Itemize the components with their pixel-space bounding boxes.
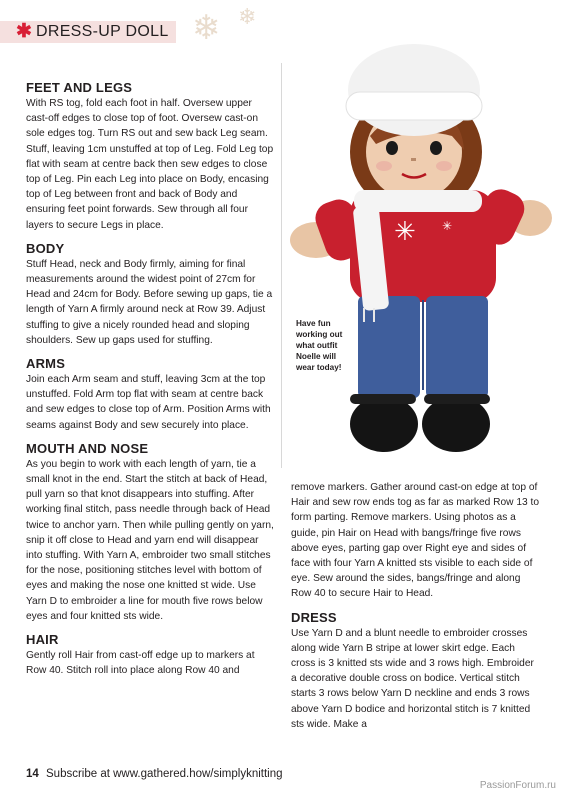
paragraph-arms: Join each Arm seam and stuff, leaving 3cm at the top unstuffed. Fold Arm top flat with seam at centre back and sew edges to close top of Arm. Position Arms with seams against Body and sew securely into place. <box>26 374 271 431</box>
photo-caption: Have fun working out what outfit Noelle will wear today! <box>296 319 343 372</box>
paragraph-mouth-and-nose: As you begin to work with each length of yarn, tie a small knot in the end. Start the stitch at back of Head, pull yarn so that knot disappears into stuffing. After working final stitch, pass needle through back of Head twice to anchor yarn. Then while pulling gently on yarn, snip it off close to Head and yarn end will disappear into stuffing. With Yarn A, embroider two small stitches for the nose, positioning stitches level with bottom of eyes and making the nose one knitted st wide. Use Yarn D to embroider a line for mouth five rows below eyes and four knitted sts wide. <box>26 458 274 622</box>
right-column <box>291 480 539 740</box>
page-footer <box>26 768 283 780</box>
left-column <box>26 80 274 687</box>
paragraph-dress: Use Yarn D and a blunt needle to embroider crosses along wide Yarn B stripe at lower skirt edge. Each cross is 3 knitted sts wide and 3 rows high. Embroider a decorative double cross on bodice. Vertical stitch starts 3 rows below Yarn D neckline and ends 3 rows above Yarn D bodice and horizontal stitch is 7 knitted sts wide. Make a <box>291 627 534 730</box>
heading-arms: ARMS <box>26 356 66 372</box>
svg-text:✳: ✳ <box>442 219 453 233</box>
heading-feet-and-legs: FEET AND LEGS <box>26 80 133 95</box>
subscribe-link[interactable]: Subscribe at www.gathered.how/simplyknitting <box>46 768 283 780</box>
paragraph-body: Stuff Head, neck and Body firmly, aiming for final measurements around the widest point of 27cm for Head and 24cm for Body. Before sewing up gaps, tie a length of Yarn A firmly around neck at Row 39. Adjust stuffing to give a nicely rounded head and sloping shoulders. Sew up gaps used for stuffing. <box>26 258 273 346</box>
section-title: DRESS-UP DOLL <box>36 23 169 40</box>
svg-text:✳: ✳ <box>394 217 416 247</box>
section-header <box>0 21 176 43</box>
doll-photo <box>284 40 554 468</box>
snowflake-icon: ❄ <box>192 9 221 47</box>
heading-hair: HAIR <box>26 632 59 648</box>
heading-dress: DRESS <box>291 609 337 625</box>
paragraph-feet-and-legs: With RS tog, fold each foot in half. Oversew upper cast-off edges to close top of foot. Oversew cast-on sole edges tog. Turn RS out and sew back Leg seam. Stuff, leaving 1cm unstuffed at top of Leg. Fold Leg top flat with seam at centre back then sew edges to close top of Leg. Pin each Leg into place on Body, encasing top of Leg between front and back of Body and ensuring feet point forwards. Sew through all four layers to secure Legs in place. <box>26 98 274 231</box>
snowflake-icon: ❄ <box>238 4 257 29</box>
heading-body: BODY <box>26 240 65 256</box>
heading-mouth-and-nose: MOUTH AND NOSE <box>26 440 149 456</box>
paragraph-hair-continued: remove markers. Gather around cast-on edge at top of Hair and sew row ends tog as far as marked Row 13 to form parting. Remove markers. Using photos as a guide, pin Hair on Head with bangs/fringe five rows above eyes, parting gap over Right eye and sides of face with four Yarn A knitted sts visible to each side of eye. Sew around the sides, bangs/fringe and along Row 40 to secure Hair to Head. <box>291 482 540 600</box>
column-divider <box>281 63 282 468</box>
asterisk-icon: ✱ <box>16 21 32 42</box>
paragraph-hair: Gently roll Hair from cast-off edge up to markers at Row 40. Stitch roll into place along Row 40 and <box>26 650 255 677</box>
watermark: PassionForum.ru <box>479 780 556 791</box>
page-number: 14 <box>26 768 39 780</box>
